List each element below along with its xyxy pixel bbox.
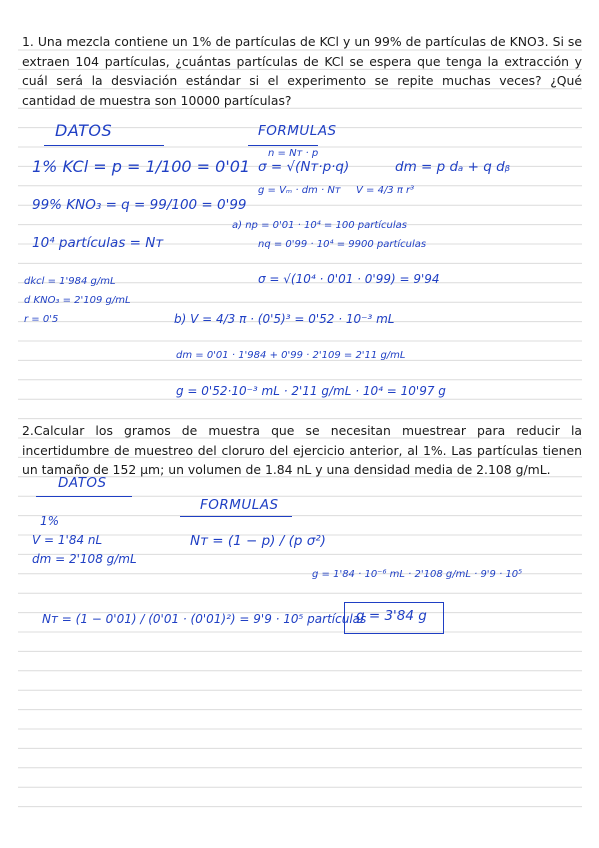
calc-volume: b) V = 4/3 π · (0'5)³ = 0'52 · 10⁻³ mL [174, 312, 395, 326]
particle-volume: V = 1'84 nL [32, 533, 103, 547]
calc-nt: Nᴛ = (1 − 0'01) / (0'01 · (0'01)²) = 9'9 · 10⁵ partículas [42, 612, 367, 626]
formulas-underline-2 [180, 516, 292, 517]
datos-heading-1: DATOS [55, 121, 113, 140]
kcl-fraction: 1% KCl = p = 1/100 = 0'01 [32, 157, 251, 176]
datos-heading-2: DATOS [58, 475, 107, 491]
kno3-fraction: 99% KNO₃ = q = 99/100 = 0'99 [32, 197, 247, 213]
target-percent: 1% [40, 514, 60, 528]
datos-underline-2 [36, 496, 132, 497]
problem-2-statement: 2.Calcular los gramos de muestra que se necesitan muestrear para reducir la incertidumbre de muestreo del cloruro del ejercicio anterior, al 1%. Las partículas tienen un tamaño de 152 µm; un volumen de 1.84 nL y una densidad media de 2.108 g/mL. [22, 423, 582, 478]
formula-mean: n = Nᴛ · p [268, 148, 319, 159]
calc-sigma: σ = √(10⁴ · 0'01 · 0'99) = 9'94 [258, 272, 440, 286]
calc-mass: g = 0'52·10⁻³ mL · 2'11 g/mL · 10⁴ = 10'97 g [176, 384, 446, 398]
final-answer: g = 3'84 g [356, 608, 427, 624]
formulas-underline-1 [248, 145, 318, 146]
formula-volume: V = 4/3 π r³ [356, 185, 415, 196]
calc-mass-2: g = 1'84 · 10⁻⁶ mL · 2'108 g/mL · 9'9 · 10⁵ [312, 569, 523, 580]
calc-dm: dm = 0'01 · 1'984 + 0'99 · 2'109 = 2'11 g/mL [176, 350, 406, 361]
density-kno3: d KNO₃ = 2'109 g/mL [24, 295, 131, 306]
formula-nt: Nᴛ = (1 − p) / (p σ²) [190, 533, 326, 549]
problem-1-statement: 1. Una mezcla contiene un 1% de partículas de KCl y un 99% de partículas de KNO3. Si se extraen 104 partículas, ¿cuántas partículas de KCl se espera que tenga la extracción y cuál será la desviación estándar si el experimento se repite muchas veces? ¿Qué cantidad de muestra son 10000 partículas? [22, 34, 582, 108]
datos-underline-1 [44, 145, 164, 146]
mean-density: dm = 2'108 g/mL [32, 552, 137, 566]
radius: r = 0'5 [24, 314, 59, 325]
formulas-heading-2: FORMULAS [200, 497, 279, 513]
total-particles: 10⁴ partículas = Nᴛ [32, 235, 164, 251]
calc-nq: nq = 0'99 · 10⁴ = 9900 partículas [258, 239, 427, 250]
formulas-heading-1: FORMULAS [258, 123, 337, 139]
formula-sigma: σ = √(Nᴛ·p·q) [258, 159, 350, 175]
calc-np: a) np = 0'01 · 10⁴ = 100 partículas [232, 220, 407, 231]
formula-dm: dm = p dₐ + q dᵦ [395, 159, 511, 175]
density-kcl: dkcl = 1'984 g/mL [24, 276, 116, 287]
formula-mass: g = Vₘ · dm · Nᴛ [258, 185, 341, 196]
